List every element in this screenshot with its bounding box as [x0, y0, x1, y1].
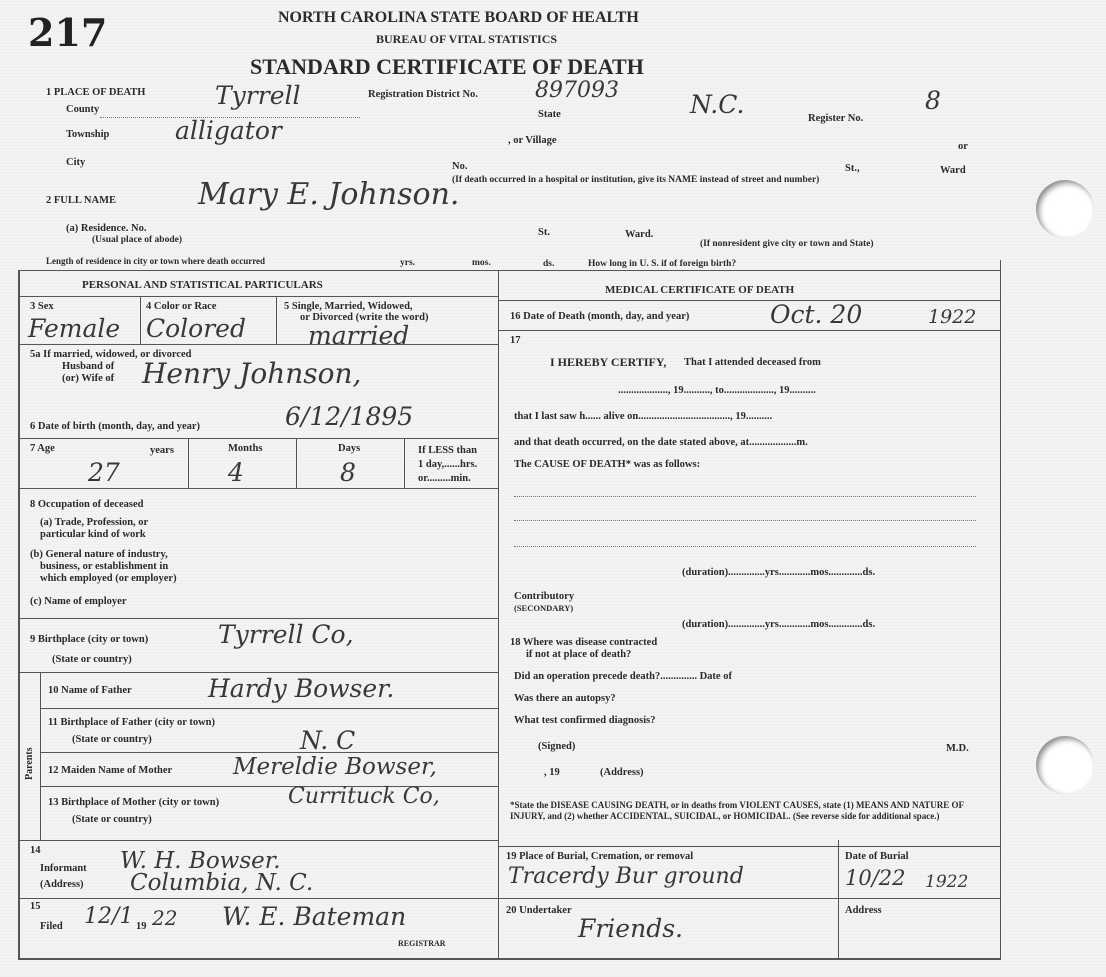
test-label: What test confirmed diagnosis? — [514, 715, 656, 726]
township-value: alligator — [175, 116, 282, 145]
certify-label: I HEREBY CERTIFY, — [550, 355, 667, 369]
punch-hole-top — [1036, 180, 1094, 238]
years-value: 27 — [88, 458, 120, 487]
occupation-label: 8 Occupation of deceased — [30, 499, 144, 510]
filed-value: 12/1 — [84, 904, 134, 929]
mother-bp-sub: (State or country) — [72, 814, 152, 825]
father-bp-label: 11 Birthplace of Father (city or town) — [48, 717, 216, 728]
residence-label: (a) Residence. No. — [66, 223, 147, 234]
name-value: Mary E. Johnson. — [198, 177, 460, 212]
dob-label: 6 Date of birth (month, day, and year) — [30, 421, 201, 432]
filed-year: 22 — [152, 906, 178, 930]
hospital-note: (If death occurred in a hospital or institution, give its NAME instead of street and number) — [452, 175, 820, 185]
race-label: 4 Color or Race — [146, 301, 217, 312]
birthplace-sub: (State or country) — [52, 654, 132, 665]
occupation-a2: particular kind of work — [40, 529, 146, 540]
residence-ward: Ward. — [625, 229, 654, 240]
informant-label: Informant — [40, 863, 87, 874]
or-label: or — [958, 141, 968, 152]
state-value: N.C. — [690, 90, 745, 119]
county-label: County — [66, 104, 100, 115]
father-label: 10 Name of Father — [48, 685, 132, 696]
sex-value: Female — [28, 314, 121, 343]
months-label: Months — [228, 443, 263, 454]
length-mos: mos. — [472, 258, 491, 268]
personal-heading: PERSONAL AND STATISTICAL PARTICULARS — [82, 279, 323, 291]
duration-secondary: (duration)..............yrs............mos.............ds. — [682, 619, 876, 630]
death-date-value: Oct. 20 — [770, 300, 863, 329]
last-saw: that I last saw h...... alive on..................................., 19.......... — [514, 411, 773, 422]
autopsy-label: Was there an autopsy? — [514, 693, 616, 704]
undertaker-address-label: Address — [845, 905, 882, 916]
occupation-b3: which employed (or employer) — [40, 573, 177, 584]
secondary-label: (SECONDARY) — [514, 603, 574, 613]
undertaker-value: Friends. — [578, 914, 683, 943]
death-occurred: and that death occurred, on the date stated above, at..................m. — [514, 437, 808, 448]
residence-st: St. — [538, 227, 550, 238]
header-board: NORTH CAROLINA STATE BOARD OF HEALTH — [278, 9, 639, 26]
operation-label: Did an operation precede death?.............. Date of — [514, 671, 732, 682]
filed-year-prefix: 19 — [136, 921, 147, 932]
occupation-b2: business, or establishment in — [40, 561, 169, 572]
header-bureau: BUREAU OF VITAL STATISTICS — [376, 32, 558, 46]
ward-label: Ward — [940, 165, 966, 176]
page-title: STANDARD CERTIFICATE OF DEATH — [250, 54, 644, 79]
punch-hole-bottom — [1036, 736, 1094, 794]
signed-year: , 19 — [544, 767, 560, 778]
spouse-label-2: Husband of — [62, 361, 115, 372]
birthplace-value: Tyrrell Co, — [218, 620, 354, 649]
form-number: 217 — [28, 10, 108, 55]
city-label: City — [66, 157, 86, 168]
less-label-1: If LESS than — [418, 445, 477, 456]
registrar-label: REGISTRAR — [398, 939, 446, 948]
township-label: Township — [66, 129, 110, 140]
register-value: 8 — [925, 86, 941, 115]
race-value: Colored — [146, 314, 246, 343]
residence-note: (If nonresident give city or town and State) — [700, 239, 874, 249]
age-label: 7 Age — [30, 443, 55, 454]
filed-label: Filed — [40, 921, 63, 932]
marital-label-1: 5 Single, Married, Widowed, — [284, 301, 413, 312]
death-date-year: 1922 — [928, 306, 977, 328]
foreign-label: How long in U. S. if of foreign birth? — [588, 259, 737, 269]
burial-value: Tracerdy Bur ground — [508, 864, 744, 889]
undertaker-label: 20 Undertaker — [506, 905, 572, 916]
dob-value: 6/12/1895 — [285, 402, 414, 431]
st-label: St., — [845, 163, 860, 174]
less-label-2: 1 day,......hrs. — [418, 459, 478, 470]
register-label: Register No. — [808, 113, 864, 124]
contracted-label-1: 18 Where was disease contracted — [510, 637, 658, 648]
father-bp-sub: (State or country) — [72, 734, 152, 745]
months-value: 4 — [228, 458, 244, 487]
certify-rest: That I attended deceased from — [684, 357, 821, 368]
no-label: No. — [452, 161, 468, 172]
death-date-label: 16 Date of Death (month, day, and year) — [510, 311, 690, 322]
length-yrs: yrs. — [400, 258, 416, 268]
years-label: years — [150, 445, 174, 456]
contributory-label: Contributory — [514, 591, 575, 602]
burial-date-value: 10/22 — [845, 866, 906, 890]
place-label: 1 PLACE OF DEATH — [46, 87, 146, 98]
birthplace-label: 9 Birthplace (city or town) — [30, 634, 149, 645]
attended-range: ..................., 19.........., to..................., 19.......... — [618, 385, 816, 396]
registrar-signature: W. E. Bateman — [222, 902, 407, 931]
contracted-label-2: if not at place of death? — [526, 649, 632, 660]
item-17: 17 — [510, 335, 521, 346]
duration-primary: (duration)..............yrs............mos.............ds. — [682, 567, 876, 578]
md-label: M.D. — [946, 743, 969, 754]
less-label-3: or.........min. — [418, 473, 471, 484]
spouse-value: Henry Johnson, — [142, 357, 362, 390]
burial-date-year: 1922 — [925, 872, 969, 892]
father-bp-value: N. C — [300, 726, 356, 755]
informant-address-value: Columbia, N. C. — [130, 870, 314, 896]
mother-value: Mereldie Bowser, — [233, 754, 437, 780]
informant-value: W. H. Bowser. — [120, 848, 281, 874]
county-value: Tyrrell — [215, 81, 301, 110]
spouse-label-3: (or) Wife of — [62, 373, 115, 384]
marital-value: married — [308, 321, 410, 350]
name-label: 2 FULL NAME — [46, 195, 117, 206]
mother-bp-label: 13 Birthplace of Mother (city or town) — [48, 797, 220, 808]
signed-label: (Signed) — [538, 741, 576, 752]
village-label: , or Village — [508, 135, 557, 146]
mother-bp-value: Currituck Co, — [288, 784, 440, 809]
length-ds: ds. — [543, 259, 555, 269]
occupation-c: (c) Name of employer — [30, 596, 127, 607]
marital-label-2: or Divorced (write the word) — [300, 312, 429, 323]
sex-label: 3 Sex — [30, 301, 54, 312]
burial-date-label: Date of Burial — [845, 851, 909, 862]
burial-label: 19 Place of Burial, Cremation, or removal — [506, 851, 694, 862]
length-label: Length of residence in city or town where death occurred — [46, 256, 266, 266]
spouse-label-1: 5a If married, widowed, or divorced — [30, 349, 192, 360]
occupation-b1: (b) General nature of industry, — [30, 549, 168, 560]
occupation-a1: (a) Trade, Profession, or — [40, 517, 149, 528]
residence-sublabel: (Usual place of abode) — [92, 235, 182, 245]
district-label: Registration District No. — [368, 89, 478, 100]
item-14: 14 — [30, 845, 41, 856]
informant-address-label: (Address) — [40, 879, 84, 890]
signed-address-label: (Address) — [600, 767, 644, 778]
mother-label: 12 Maiden Name of Mother — [48, 765, 173, 776]
medical-heading: MEDICAL CERTIFICATE OF DEATH — [605, 284, 795, 296]
item-15: 15 — [30, 901, 41, 912]
cause-footnote: *State the DISEASE CAUSING DEATH, or in deaths from VIOLENT CAUSES, state (1) MEANS AND NATURE OF INJURY, and (2) whether ACCIDENTAL, SUICIDAL, or HOMICIDAL. (See reverse side for additional space.) — [510, 800, 964, 822]
state-label: State — [538, 109, 561, 120]
father-value: Hardy Bowser. — [208, 674, 395, 703]
days-value: 8 — [340, 458, 356, 487]
district-value: 897093 — [535, 78, 619, 103]
days-label: Days — [338, 443, 361, 454]
parents-label: Parents — [24, 747, 35, 780]
cause-label: The CAUSE OF DEATH* was as follows: — [514, 459, 701, 470]
